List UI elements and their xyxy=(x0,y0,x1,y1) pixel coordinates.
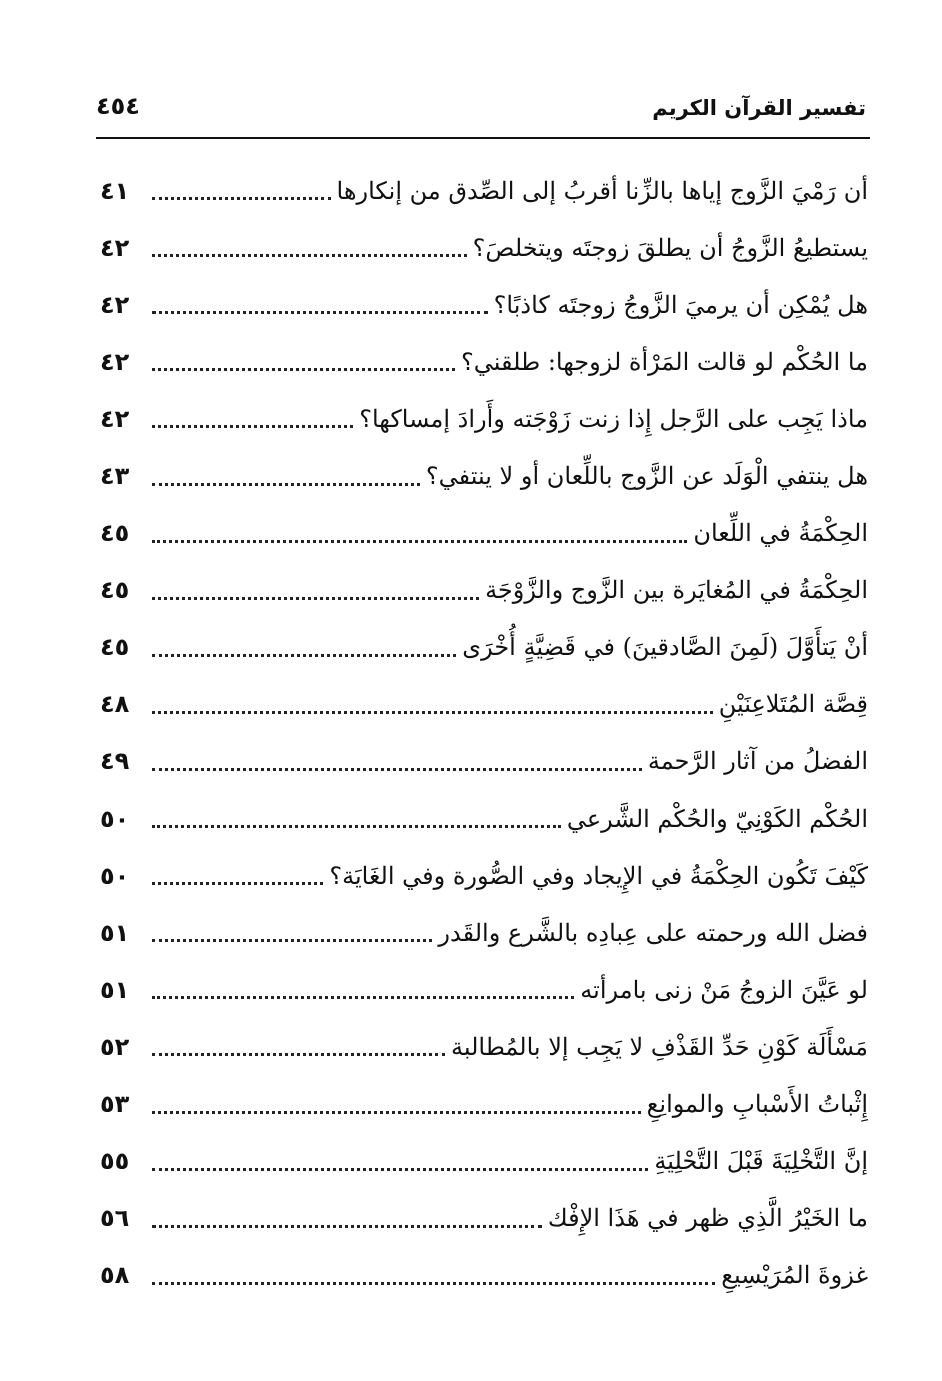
toc-entry-page: ٥٠ xyxy=(100,861,130,890)
toc-entry-page: ٤٢ xyxy=(100,290,130,319)
toc-entry-page: ٥٥ xyxy=(100,1147,130,1176)
toc-entry-title: ماذا يَجِب على الرَّجل إِذا زنت زَوْجَته وأَرادَ إمساكها؟ xyxy=(359,404,868,433)
toc-entry xyxy=(100,276,868,333)
dot-leader xyxy=(152,1225,542,1228)
toc-entry xyxy=(100,447,868,504)
toc-entry xyxy=(100,390,868,447)
book-title: تفسير القرآن الكريم xyxy=(652,96,866,120)
toc-entry-title: الحُكْم الكَوْنِيّ والحُكْم الشَّرعي xyxy=(566,804,868,833)
toc-entry-title: أن رَمْيَ الزَّوج إياها بالزِّنا أقربُ إلى الصِّدق من إنكارها xyxy=(336,176,868,205)
toc-entry xyxy=(100,1018,868,1075)
toc-entry xyxy=(100,619,868,676)
dot-leader xyxy=(152,254,467,257)
dot-leader xyxy=(152,768,642,771)
dot-leader xyxy=(152,540,687,543)
dot-leader xyxy=(152,368,455,371)
toc-entry-title: يستطيعُ الزَّوجُ أن يطلقَ زوجتَه ويتخلصَ؟ xyxy=(472,233,868,262)
toc-entry-title: قِصَّة المُتَلاعِنَيْنِ xyxy=(718,690,868,719)
toc-entry-title: ما الحُكْم لو قالت المَرْأة لزوجها: طلقني؟ xyxy=(461,347,868,376)
toc-entry-page: ٤٨ xyxy=(100,690,130,719)
dot-leader xyxy=(152,996,574,999)
toc-entry-title: أنْ يَتأَوَّلَ (لَمِنَ الصَّادقينَ) في قَضِيَّةٍ أُخْرَى xyxy=(462,633,868,662)
toc-entry xyxy=(100,505,868,562)
toc-entry-title: هل يُمْكِن أن يرميَ الزَّوجُ زوجتَه كاذبًا؟ xyxy=(493,290,868,319)
toc-entry-page: ٤٥ xyxy=(100,576,130,605)
toc-entry-page: ٥٣ xyxy=(100,1090,130,1119)
toc-entry xyxy=(100,1247,868,1304)
toc-entry-title: هل ينتفي الْوَلَد عن الزَّوج باللِّعان أو لا ينتفي؟ xyxy=(425,462,868,491)
toc-entry-title: كَيْفَ تَكُون الحِكْمَةُ في الإِيجاد وفي الصُّورة وفي الغَايَة؟ xyxy=(329,861,868,890)
toc-entry-title: إِثْباتُ الأَسْبابِ والموانِعِ xyxy=(646,1090,868,1119)
toc-entry xyxy=(100,1076,868,1133)
dot-leader xyxy=(152,1111,641,1114)
toc-entry-page: ٥٠ xyxy=(100,804,130,833)
toc-entry xyxy=(100,733,868,790)
dot-leader xyxy=(152,1282,715,1285)
toc-entry-page: ٥١ xyxy=(100,918,130,947)
dot-leader xyxy=(152,1053,445,1056)
dot-leader xyxy=(152,197,331,200)
table-of-contents xyxy=(100,162,868,1304)
toc-entry-page: ٤٥ xyxy=(100,519,130,548)
toc-entry xyxy=(100,562,868,619)
dot-leader xyxy=(152,711,713,714)
dot-leader xyxy=(152,825,561,828)
toc-entry-page: ٤٣ xyxy=(100,462,130,491)
toc-entry xyxy=(100,333,868,390)
toc-entry-title: الفضلُ من آثار الرَّحمة xyxy=(647,747,868,776)
dot-leader xyxy=(152,882,323,885)
toc-entry-page: ٤٩ xyxy=(100,747,130,776)
toc-entry xyxy=(100,961,868,1018)
toc-entry-page: ٤٢ xyxy=(100,404,130,433)
toc-entry xyxy=(100,790,868,847)
toc-entry xyxy=(100,1190,868,1247)
dot-leader xyxy=(152,425,353,428)
toc-entry xyxy=(100,904,868,961)
page-number: ٤٥٤ xyxy=(96,92,140,120)
dot-leader xyxy=(152,654,456,657)
toc-entry-page: ٥٦ xyxy=(100,1204,130,1233)
toc-entry xyxy=(100,847,868,904)
dot-leader xyxy=(152,1168,648,1171)
dot-leader xyxy=(152,483,420,486)
toc-entry xyxy=(100,219,868,276)
page-header xyxy=(96,88,866,136)
dot-leader xyxy=(152,939,432,942)
toc-entry-page: ٥٨ xyxy=(100,1261,130,1290)
header-divider xyxy=(96,137,870,139)
toc-entry xyxy=(100,676,868,733)
dot-leader xyxy=(152,311,488,314)
toc-entry xyxy=(100,1133,868,1190)
dot-leader xyxy=(152,597,479,600)
toc-entry-page: ٥٢ xyxy=(100,1032,130,1061)
toc-entry-page: ٥١ xyxy=(100,975,130,1004)
toc-entry-title: الحِكْمَةُ في المُغايَرة بين الزَّوج والزَّوْجَة xyxy=(485,576,868,605)
toc-entry-page: ٤١ xyxy=(100,176,130,205)
toc-entry-page: ٤٢ xyxy=(100,347,130,376)
toc-entry-title: غزوةَ المُرَيْسِيعِ xyxy=(721,1261,868,1290)
toc-entry xyxy=(100,162,868,219)
toc-entry-title: لو عَيَّنَ الزوجُ مَنْ زنى بامرأته xyxy=(580,975,868,1004)
toc-entry-title: ما الخَيْرُ الَّذِي ظهر في هَذَا الإِفْك xyxy=(547,1204,868,1233)
toc-entry-title: فضل الله ورحمته على عِبادِه بالشَّرع والقَدر xyxy=(438,918,868,947)
toc-entry-title: الحِكْمَةُ في اللِّعان xyxy=(693,519,868,548)
toc-entry-page: ٤٥ xyxy=(100,633,130,662)
toc-entry-title: إنَّ التَّخْلِيَةَ قَبْلَ التَّحْلِيَةِ xyxy=(654,1147,868,1176)
toc-entry-page: ٤٢ xyxy=(100,233,130,262)
toc-entry-title: مَسْأَلَة كَوْنِ حَدِّ القَذْفِ لا يَجِب إلا بالمُطالبة xyxy=(450,1032,868,1061)
